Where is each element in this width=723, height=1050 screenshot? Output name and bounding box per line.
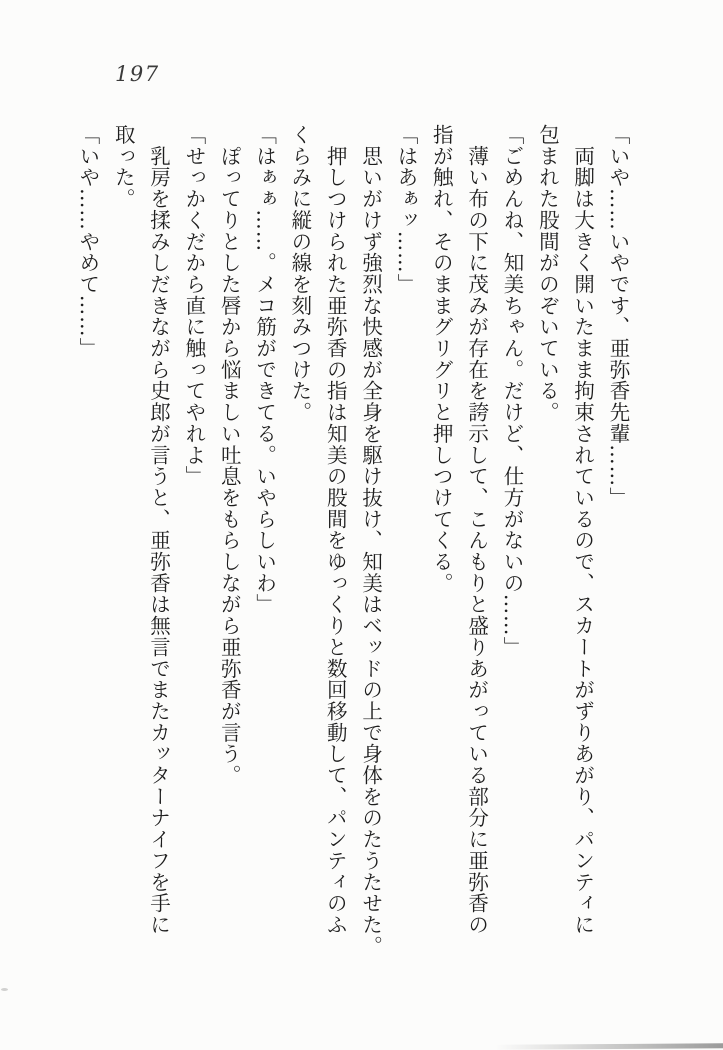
text-line: 薄い布の下に茂みが存在を誇示して、こんもりと盛りあがっている部分に亜弥香の bbox=[464, 124, 489, 936]
text-line: 指が触れ、そのままグリグリと押しつけてくる。 bbox=[429, 124, 454, 594]
vertical-text-block bbox=[69, 124, 635, 974]
text-line: 「ごめんね、知美ちゃん。だけど、仕方がないの……」 bbox=[499, 124, 524, 658]
text-line: 「せっかくだから直に触ってやれよ」 bbox=[181, 124, 206, 487]
page-number: 197 bbox=[115, 62, 160, 86]
text-line: 思いがけず強烈な快感が全身を駆け抜け、知美はベッドの上で身体をのたうたせた。 bbox=[358, 124, 383, 957]
text-line: 「いや……やめて……」 bbox=[75, 124, 100, 359]
text-line: 取った。 bbox=[111, 124, 136, 210]
text-line: 押しつけられた亜弥香の指は知美の股間をゆっくりと数回移動して、パンティのふ bbox=[323, 124, 348, 936]
scan-speck bbox=[1, 988, 8, 991]
text-line: 乳房を揉みしだきながら史郎が言うと、亜弥香は無言でまたカッターナイフを手に bbox=[146, 124, 171, 936]
text-line: くらみに縦の線を刻みつけた。 bbox=[287, 124, 312, 423]
text-line: 「はあぁッ……」 bbox=[393, 124, 418, 295]
text-line: 「はぁぁ……。メコ筋ができてる。いやらしいわ」 bbox=[252, 124, 277, 616]
scan-artifact bbox=[495, 1043, 723, 1049]
text-line: 両脚は大きく開いたまま拘束されているので、スカートがずりあがり、パンティに bbox=[570, 124, 595, 936]
text-line: 「いや……いやです、亜弥香先輩……」 bbox=[606, 124, 630, 509]
text-line: ぽってりとした唇から悩ましい吐息をもらしながら亜弥香が言う。 bbox=[217, 124, 242, 786]
text-line: 包まれた股間がのぞいている。 bbox=[535, 124, 560, 423]
